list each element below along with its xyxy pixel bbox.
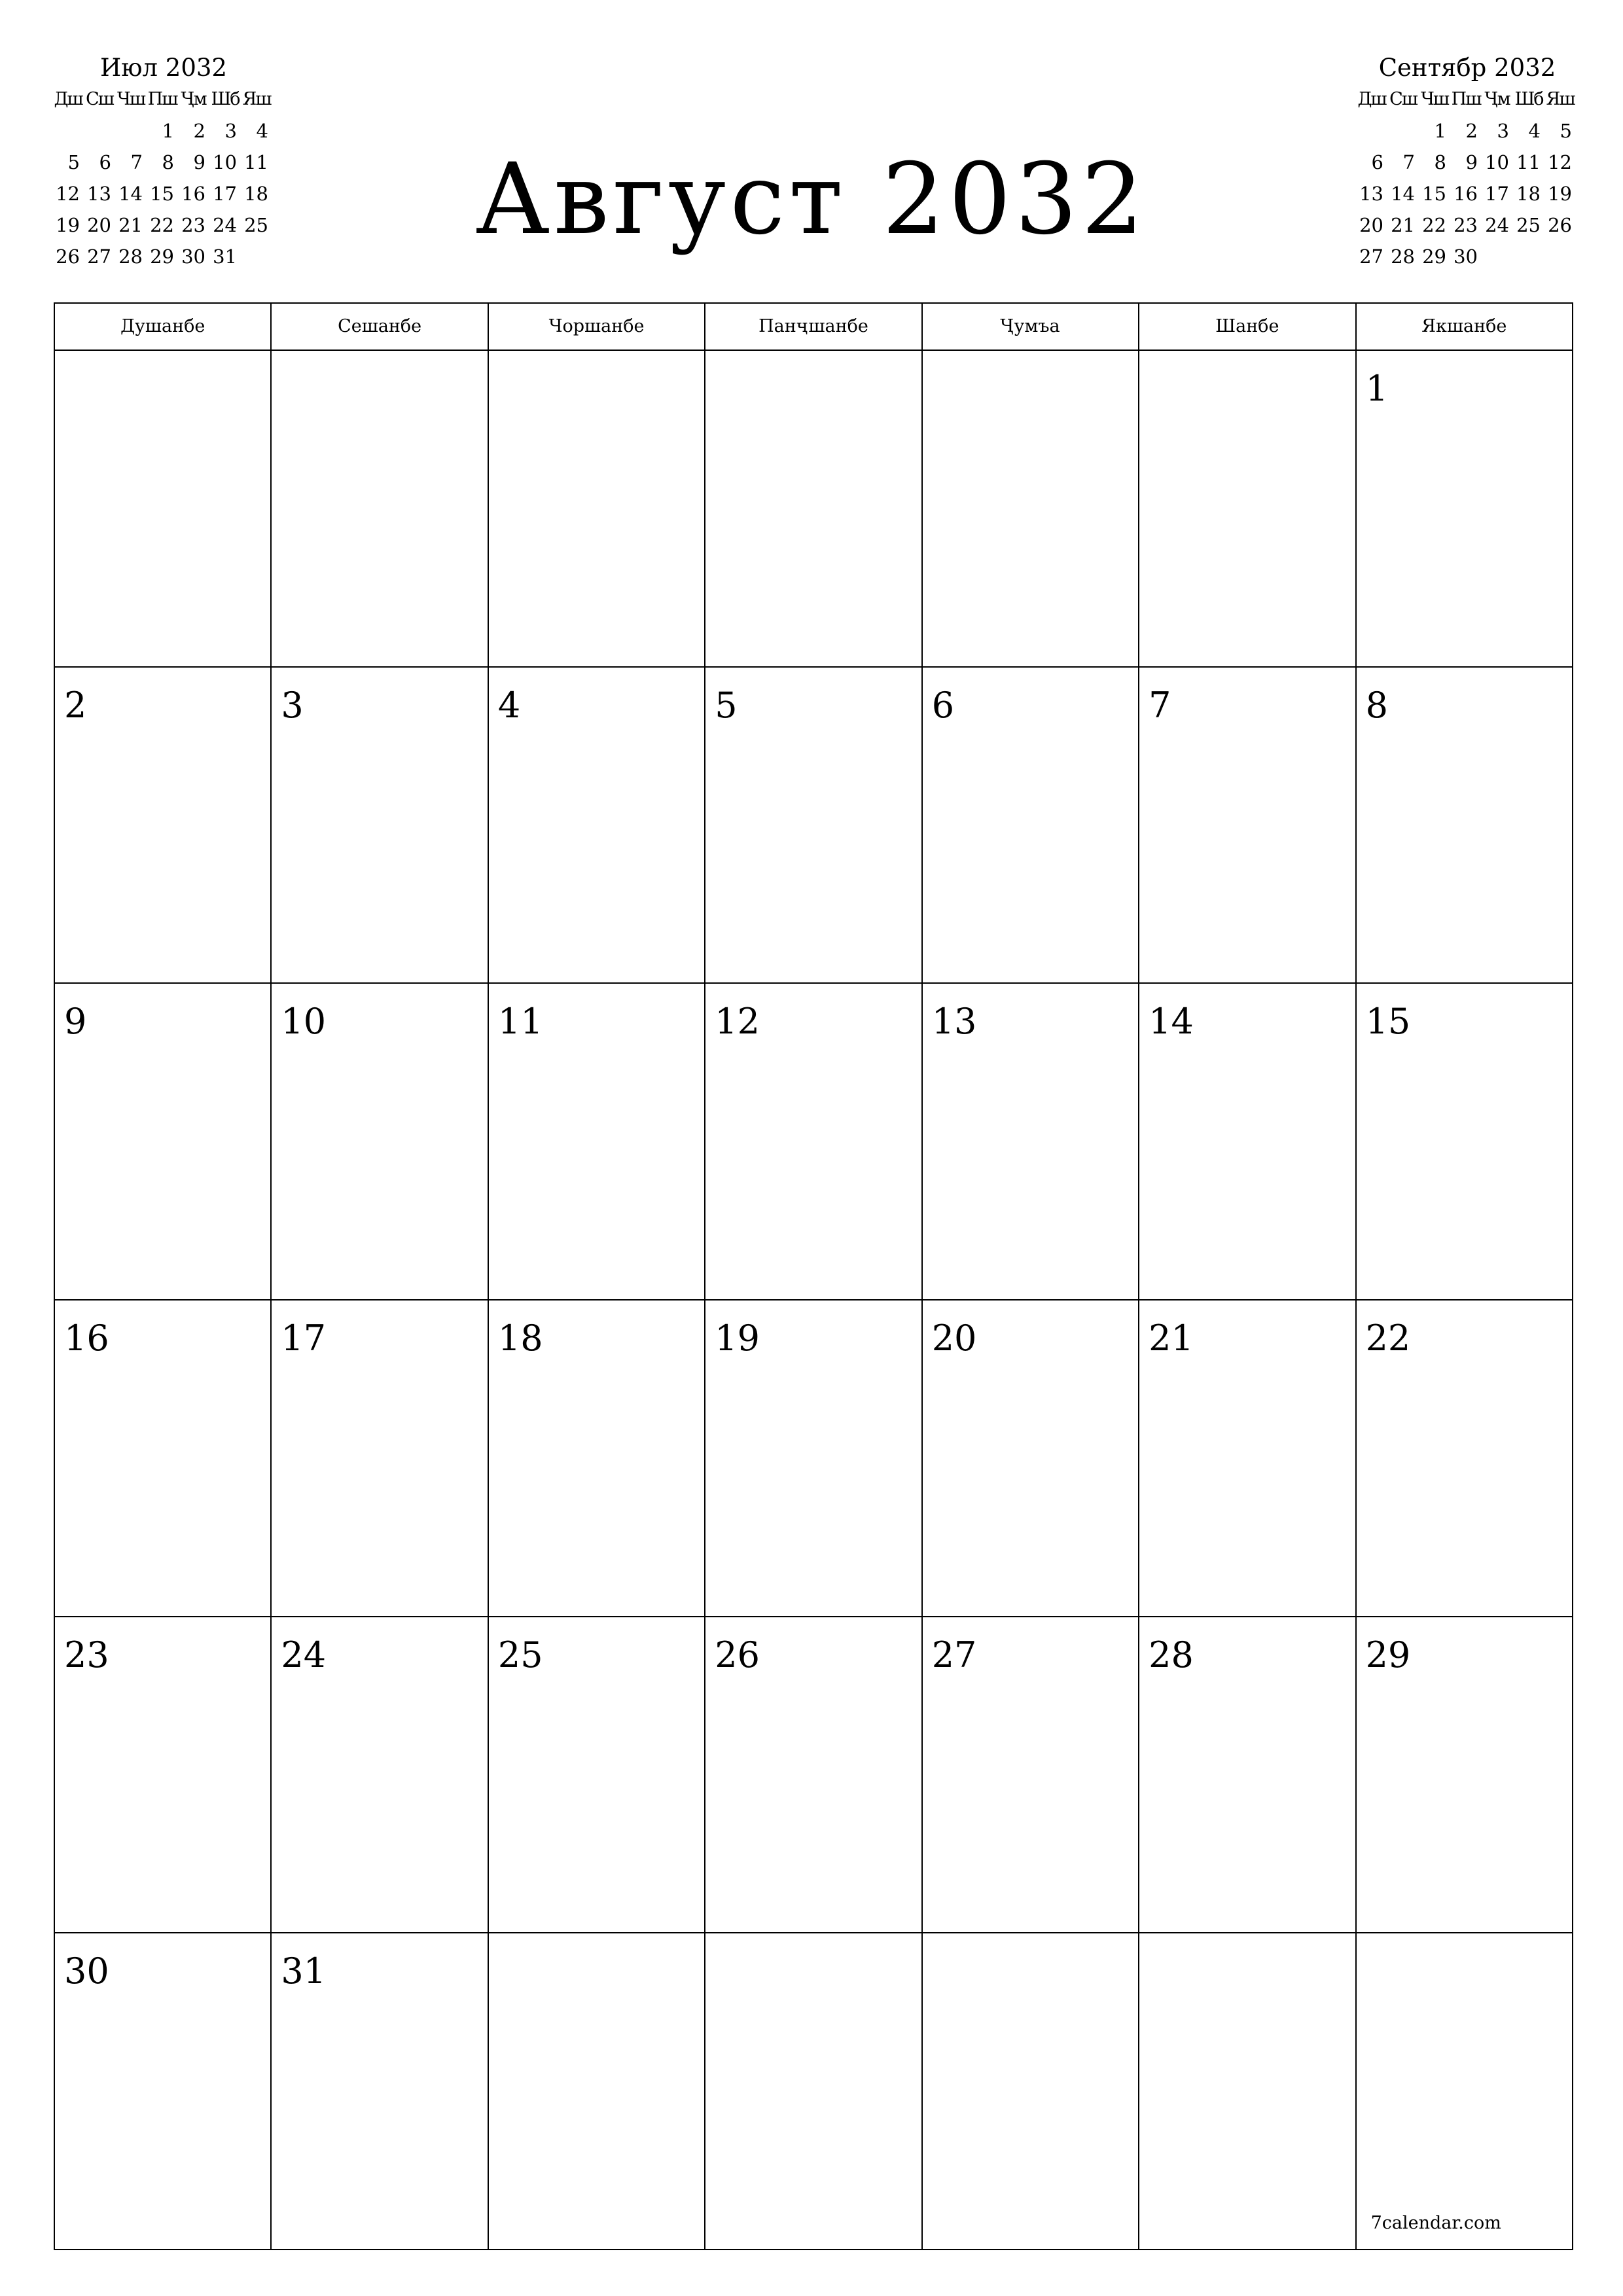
mini-day-cell: 17: [213, 183, 237, 205]
weekday-header: Чоршанбе: [489, 304, 705, 351]
mini-day-cell: 5: [1560, 120, 1572, 142]
mini-day-cell: 16: [1454, 183, 1478, 205]
day-number: 1: [1365, 368, 1388, 409]
mini-calendar-title: Сентябр 2032: [1378, 54, 1556, 82]
mini-day-cell: 24: [1485, 214, 1509, 236]
mini-weekday-label: Яш: [242, 89, 271, 109]
mini-day-cell: 25: [244, 214, 268, 236]
day-number: 4: [497, 684, 521, 726]
day-cell: [1357, 351, 1573, 668]
mini-day-cell: 14: [118, 183, 143, 205]
weekday-header: Сешанбе: [272, 304, 488, 351]
day-number: 19: [715, 1317, 760, 1359]
mini-weekday-label: Пш: [1451, 89, 1481, 109]
day-cell: [272, 984, 488, 1300]
day-cell: [1139, 1617, 1356, 1934]
page-title: Август 2032: [475, 143, 1148, 257]
day-cell: [1139, 351, 1356, 668]
day-number: 16: [64, 1317, 109, 1359]
mini-day-cell: 25: [1516, 214, 1541, 236]
mini-day-cell: 23: [181, 214, 205, 236]
mini-day-cell: 20: [87, 214, 111, 236]
mini-weekday-label: Шб: [1514, 89, 1543, 109]
mini-day-cell: 18: [1516, 183, 1541, 205]
day-number: 14: [1149, 1001, 1194, 1043]
mini-day-cell: 30: [1454, 245, 1478, 268]
day-number: 22: [1365, 1317, 1411, 1359]
mini-day-cell: [1513, 241, 1544, 272]
day-cell: [705, 1933, 922, 2250]
day-number: 10: [281, 1001, 327, 1043]
mini-calendar-grid: [52, 84, 275, 272]
day-number: 24: [281, 1634, 327, 1676]
day-number: 11: [497, 1001, 543, 1043]
day-cell: [705, 984, 922, 1300]
mini-day-cell: 7: [1402, 151, 1415, 173]
day-number: 27: [931, 1634, 977, 1676]
day-cell: [272, 1617, 488, 1934]
day-cell: [1139, 984, 1356, 1300]
mini-weekday-label: Дш: [1357, 89, 1386, 109]
mini-day-cell: 4: [256, 120, 268, 142]
mini-weekday-label: Яш: [1546, 89, 1575, 109]
mini-day-cell: 22: [1422, 214, 1446, 236]
day-cell: [705, 1300, 922, 1617]
mini-calendar-next-month: [1356, 52, 1578, 272]
day-cell: [705, 668, 922, 984]
day-cell: [1357, 984, 1573, 1300]
mini-day-cell: 31: [213, 245, 237, 268]
mini-day-cell: [84, 115, 115, 147]
mini-day-cell: 20: [1359, 214, 1383, 236]
mini-day-cell: 26: [56, 245, 80, 268]
day-number: 25: [497, 1634, 543, 1676]
mini-day-cell: 18: [244, 183, 268, 205]
day-number: 29: [1365, 1634, 1411, 1676]
day-cell: [489, 984, 705, 1300]
mini-weekday-label: Ҷм: [1485, 89, 1510, 109]
day-number: 18: [497, 1317, 543, 1359]
day-cell: [272, 351, 488, 668]
mini-day-cell: 24: [213, 214, 237, 236]
mini-day-cell: 29: [1422, 245, 1446, 268]
mini-weekday-label: Шб: [211, 89, 240, 109]
mini-day-cell: 26: [1548, 214, 1572, 236]
mini-weekday-label: Пш: [147, 89, 177, 109]
mini-day-cell: 3: [1497, 120, 1509, 142]
day-cell: [489, 351, 705, 668]
weekday-header: Ҷумъа: [923, 304, 1139, 351]
mini-day-cell: 15: [150, 183, 174, 205]
mini-day-cell: 28: [1391, 245, 1415, 268]
mini-day-cell: 3: [224, 120, 237, 142]
weekday-header: Якшанбе: [1357, 304, 1573, 351]
mini-weekday-label: Сш: [1389, 89, 1417, 109]
weekday-header: Панҷшанбе: [705, 304, 922, 351]
day-cell: [55, 1933, 272, 2250]
mini-day-cell: 9: [1465, 151, 1478, 173]
mini-day-cell: 15: [1422, 183, 1446, 205]
mini-day-cell: [115, 115, 147, 147]
day-cell: [1139, 1300, 1356, 1617]
day-number: 12: [715, 1001, 760, 1043]
day-number: 30: [64, 1950, 109, 1992]
day-number: 15: [1365, 1001, 1411, 1043]
site-credit: 7calendar.com: [1370, 2212, 1501, 2233]
day-cell: [923, 1617, 1139, 1934]
day-number: 28: [1149, 1634, 1194, 1676]
mini-day-cell: [1544, 241, 1576, 272]
mini-day-cell: 27: [87, 245, 111, 268]
day-number: 3: [281, 684, 304, 726]
day-cell: [55, 1300, 272, 1617]
day-cell: [55, 984, 272, 1300]
day-number: 6: [931, 684, 955, 726]
month-grid: [54, 302, 1573, 2250]
day-cell: [272, 668, 488, 984]
mini-day-cell: 30: [181, 245, 205, 268]
day-cell: [923, 1300, 1139, 1617]
mini-day-cell: 1: [1434, 120, 1446, 142]
day-cell: [923, 351, 1139, 668]
day-cell: [923, 984, 1139, 1300]
day-cell: [1357, 1300, 1573, 1617]
mini-day-cell: 11: [1516, 151, 1541, 173]
mini-day-cell: 12: [1548, 151, 1572, 173]
mini-day-cell: 28: [118, 245, 143, 268]
mini-day-cell: 13: [87, 183, 111, 205]
mini-day-cell: 16: [181, 183, 205, 205]
mini-day-cell: 21: [118, 214, 143, 236]
weekday-header: Душанбе: [55, 304, 272, 351]
mini-day-cell: 11: [244, 151, 268, 173]
mini-day-cell: 23: [1454, 214, 1478, 236]
mini-day-cell: 6: [1371, 151, 1383, 173]
weekday-header: Шанбе: [1139, 304, 1356, 351]
day-number: 13: [931, 1001, 977, 1043]
day-cell: [705, 351, 922, 668]
mini-day-cell: 22: [150, 214, 174, 236]
mini-day-cell: 5: [67, 151, 80, 173]
day-cell: [489, 1617, 705, 1934]
day-cell: [272, 1300, 488, 1617]
mini-day-cell: 10: [1485, 151, 1509, 173]
mini-day-cell: [241, 241, 272, 272]
day-cell: [272, 1933, 488, 2250]
day-cell: [1139, 1933, 1356, 2250]
mini-day-cell: 8: [162, 151, 174, 173]
day-cell: [1139, 668, 1356, 984]
day-number: 7: [1149, 684, 1171, 726]
mini-day-cell: 19: [56, 214, 80, 236]
mini-day-cell: 2: [1465, 120, 1478, 142]
mini-day-cell: 6: [99, 151, 111, 173]
mini-day-cell: 9: [193, 151, 205, 173]
day-cell: [1357, 1933, 1573, 2250]
day-cell: [1357, 668, 1573, 984]
mini-day-cell: 27: [1359, 245, 1383, 268]
day-cell: [489, 668, 705, 984]
mini-day-cell: 14: [1391, 183, 1415, 205]
mini-day-cell: 19: [1548, 183, 1572, 205]
mini-day-cell: 8: [1434, 151, 1446, 173]
mini-day-cell: 10: [213, 151, 237, 173]
mini-day-cell: 21: [1391, 214, 1415, 236]
mini-calendar-prev-month: [52, 52, 275, 272]
mini-day-cell: 1: [162, 120, 174, 142]
day-number: 20: [931, 1317, 977, 1359]
mini-weekday-label: Ҷм: [181, 89, 206, 109]
day-number: 9: [64, 1001, 87, 1043]
day-number: 26: [715, 1634, 760, 1676]
day-cell: [55, 668, 272, 984]
mini-day-cell: 13: [1359, 183, 1383, 205]
mini-day-cell: [1387, 115, 1419, 147]
day-number: 2: [64, 684, 87, 726]
mini-weekday-label: Дш: [54, 89, 82, 109]
day-cell: [489, 1300, 705, 1617]
day-number: 8: [1365, 684, 1388, 726]
day-cell: [923, 1933, 1139, 2250]
mini-calendar-title: Июл 2032: [100, 54, 227, 82]
mini-day-cell: [1482, 241, 1513, 272]
day-cell: [1357, 1617, 1573, 1934]
day-number: 31: [281, 1950, 327, 1992]
mini-weekday-label: Чш: [1421, 89, 1448, 109]
day-cell: [489, 1933, 705, 2250]
mini-day-cell: 2: [193, 120, 205, 142]
day-cell: [55, 1617, 272, 1934]
mini-day-cell: [52, 115, 84, 147]
mini-calendar-grid: [1356, 84, 1578, 272]
mini-day-cell: 12: [56, 183, 80, 205]
day-cell: [923, 668, 1139, 984]
day-number: 17: [281, 1317, 327, 1359]
day-cell: [55, 351, 272, 668]
mini-day-cell: [1356, 115, 1387, 147]
mini-weekday-label: Сш: [86, 89, 113, 109]
mini-day-cell: 17: [1485, 183, 1509, 205]
mini-day-cell: 29: [150, 245, 174, 268]
day-number: 21: [1149, 1317, 1194, 1359]
day-number: 23: [64, 1634, 109, 1676]
mini-day-cell: 7: [130, 151, 143, 173]
mini-day-cell: 4: [1528, 120, 1541, 142]
day-number: 5: [715, 684, 738, 726]
mini-weekday-label: Чш: [117, 89, 145, 109]
day-cell: [705, 1617, 922, 1934]
